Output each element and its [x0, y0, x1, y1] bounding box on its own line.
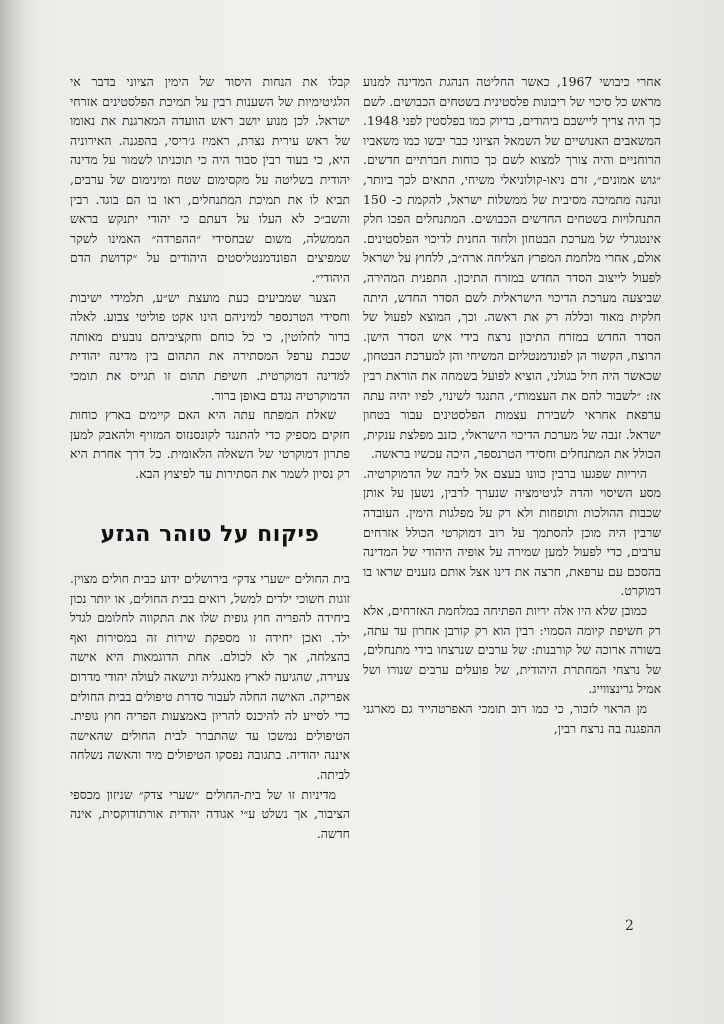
- paragraph: הצער שמביעים כעת מועצת יש״ע, תלמידי ישיבות וחסידי הטרנספר למיניהם הינו אקט פוליטי צבוע. לאלה ברור לחלוטין, כי כל כוחם וחקציביהם נובעים מאותה שכבת ערפל המסתירה את התהום בין מדינה יהודית למדינה דמוקרטית. חשיפת תהום זו תגייס את תומכי הדמוקרטיה נגדם באופן ברור.: [70, 289, 350, 403]
- paragraph: אחרי כיבושי 1967, כאשר החליטה הנהגת המדינה למנוע מראש כל סיכוי של ריבונות פלסטינית בשטחים הכבושים. לשם כך היה צריך ליישבם ביהודים, בדיוק כמו בפלסטין לפני 1948. המשאבים האנושיים של השמאל הציוני כבר יבשו כמו משאביו הרוחניים והיה צורך למצוא לשם כך כוחות חברתיים חדשים. ״גוש אמונים״, זרם ניאו-קולוניאלי משיחי, התאים לכך ביותר, ונהנה מתמיכה מסיבית של ממשלות ישראל, להקמת כ- 150 התנחלויות בשטחים החדשים הכבושים. המתנחלים הפכו חלק אינטגרלי של מערכת הבטחון ולחוד החנית לדיכוי הפלסטינים. אולם, אחרי מלחמת המפרץ הצליחה ארה״ב, ללחוץ על ישראל לפעול לייצוב הסדר החדש במזרח התיכון. התפנית המהירה, שביצעה מערכת הדיכוי הישראלית לשם הסדר החדש, היתה חלקית מאוד וכללה רק את ראשה. וכך, המוצא לפעול של הסדר החדש במזרח התיכון נרצח בידי איש הסדר הישן. הרוצח, הקשור הן לפונדמנטליזם המשיחי והן למערכת הבטחון, שכאשר היה חיל בגולני, הוציא לפועל בשמחה את הוראת רבין אז: ״לשבור להם את העצמות״, התנגד לשינוי, לפיו יהיה עתה ערפאת אחראי לשבירת עצמות הפלסטינים עבור בטחון ישראל. זנבה של מערכת הדיכוי הישראלי, כזנב מפלצת ענקית, הכולל את המתנחלים וחסידי הטרנספר, היכה עכשיו בראשה.: [363, 74, 662, 462]
- paragraph: מדיניות זו של בית-החולים ״שערי צדק״ שניזון מכספי הציבור, אך נשלט ע״י אגודה יהודית אורתודוקסית, אינה חדשה.: [70, 786, 350, 841]
- left-column: [70, 72, 350, 843]
- right-column: [363, 72, 661, 738]
- paragraph: בית החולים ״שערי צדק״ בירושלים ידוע כבית חולים מצוין. זוגות חשוכי ילדים למשל, רואים בבית החולים, או יותר נכון ביחידה להפריה חוץ גופית שלו את התקווה לחלומם לגדל ילד. ואכן יחידה זו מספקת שירות זה במסירות ואף בהצלחה, אך לא לכולם. אחת הדוגמאות היא אישה צעירה, שהגיעה לארץ מאנגליה ונישאה לעולה יהודי מדרום אפריקה. האישה החלה לעבור סדרת טיפולים בבית החולים כדי לסייע לה להיכנס להריון באמצעות הפריה חוץ גופית. הטיפולים נמשכו עד שהתברר לבית החולים שהאישה איננה יהודיה. בתגובה נפסקו הטיפולים מיד והאשה נשלחה לביתה.: [70, 571, 350, 782]
- paragraph: שאלת המפתח עתה היא האם קיימים בארץ כוחות חזקים מספיק כדי להתנגד לקונסנזוס המזויף ולהאבק למען פתרון דמוקרטי של השאלה הלאומית. כל דרך אחרת היא רק נסיון לשמר את הסתירות עד לפיצוץ הבא.: [70, 407, 350, 481]
- binding-shadow: [0, 0, 26, 1024]
- paragraph: קבלו את הנחות היסוד של הימין הציוני בדבר אי הלגיטימיות של השענות רבין על תמיכת הפלסטינים אזרחי ישראל. לכן מנוע יושב ראש הוועדה המארגנת את נאומו של ראש עירית נצרת, ראמיז ג׳ריסי, בהפגנה. האירוניה היא, כי בעוד רבין סבור היה כי תוכניתו לשמור על מדינה יהודית בשליטה על מקסימום שטח ומינימום של ערבים, תביא לו את תמיכת המתנחלים, ראו בו הם בוגד. רבין והשב״כ לא העלו על דעתם כי יהודי יתנקש בראש הממשלה, משום שבחסידי ״ההפרדה״ האמינו לשקר שמפיצים הפונדמנטליסטים היהודים על ״קדושת הדם היהודי״.: [70, 74, 350, 285]
- section-heading: פיקוח על טוהר הגזע: [100, 522, 320, 548]
- section-spacer: [70, 483, 350, 525]
- paragraph: היריות שפגעו ברבין כוונו בעצם אל ליבה של הדמוקרטיה. מסע השיסוי והדה לגיטימציה שנערך לרבין, נשען על אותן שכבות ההולכות ותופחות ולא רק על מפלגות הימין. העובדה שרבין היה מוכן להסתמך על רוב דמוקרטי הכולל אזרחים ערבים, כדי לפעול למען שמירה על אופיה היהודי של המדינה בהסכם עם ערפאת, חרצה את דינו אצל אותם גזענים שראו בו דמוקרט.: [363, 465, 661, 599]
- page-number: 2: [625, 918, 634, 934]
- paragraph: מן הראוי לזכור, כי כמו רוב תומכי האפרטהייד גם מארגני ההפגנה בה נרצח רבין,: [363, 701, 661, 736]
- paragraph: כמובן שלא היו אלה יריות הפתיחה במלחמת האזרחים, אלא רק חשיפת קיומה הסמוי: רבין הוא רק קורבן אחרון עד עתה, בשורה ארוכה של קורבנות: של ערבים שנרצחו בידי מתנחלים, של נרצחי המחתרת היהודית, של פועלים ערבים שנורו ושל אמיל גרינצווייג.: [363, 603, 661, 697]
